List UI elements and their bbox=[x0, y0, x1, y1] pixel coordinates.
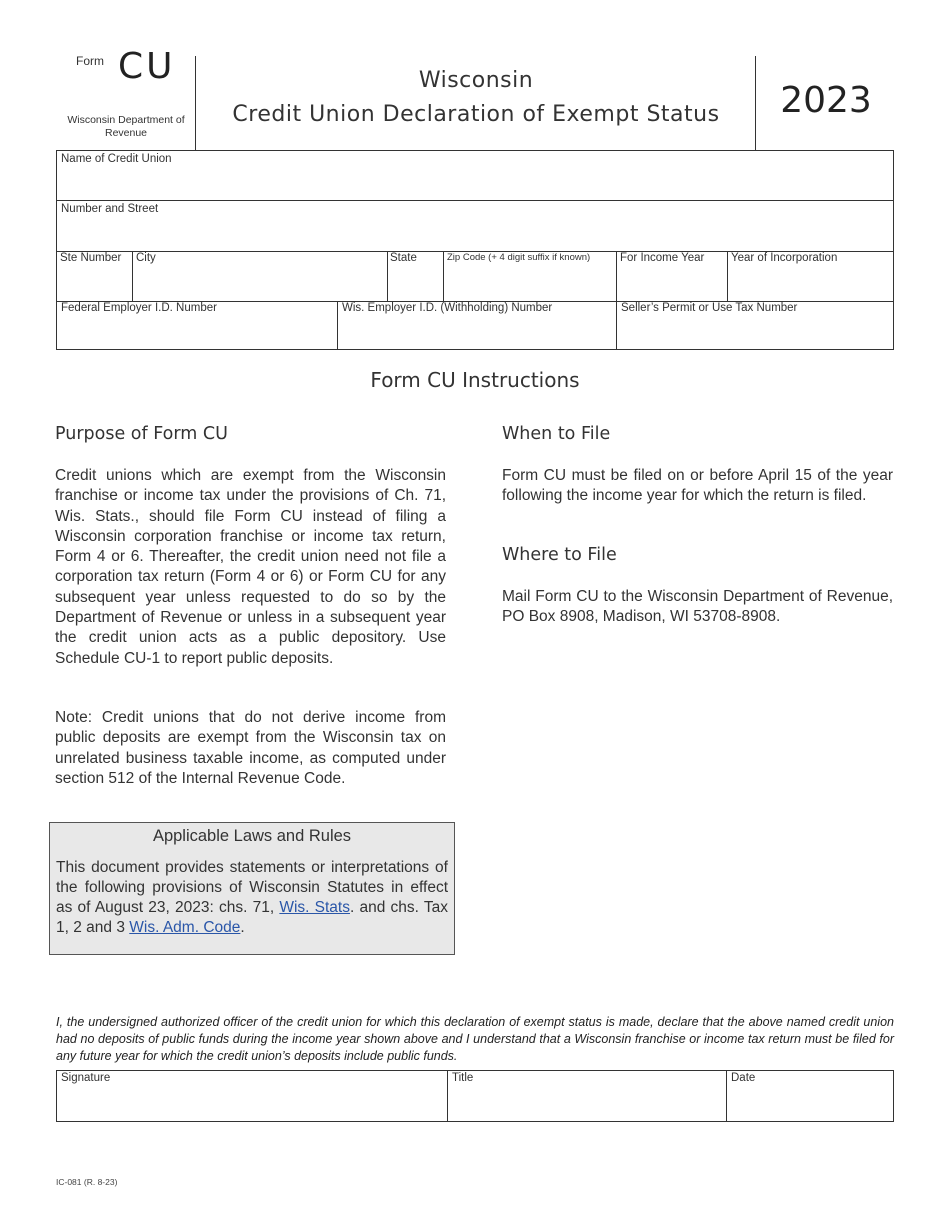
sellers-permit-field[interactable] bbox=[617, 302, 893, 349]
form-word: Form bbox=[76, 54, 104, 68]
incorporation-year-label: Year of Incorporation bbox=[731, 252, 838, 264]
where-heading: Where to File bbox=[502, 545, 617, 565]
credit-union-name-label: Name of Credit Union bbox=[61, 153, 172, 165]
incorporation-year-field[interactable] bbox=[728, 252, 893, 301]
street-label: Number and Street bbox=[61, 203, 159, 215]
when-text: Form CU must be filed on or before April 15 of the year following the income year for which the return is filed. bbox=[502, 467, 893, 505]
form-revision-code: IC-081 (R. 8-23) bbox=[56, 1177, 118, 1187]
laws-text-start: This document provides statements or interpretations of the following provisions of Wisconsin Statutes in effect as of August 23, 2023: chs. 71, bbox=[56, 859, 448, 916]
purpose-heading: Purpose of Form CU bbox=[55, 424, 228, 444]
applicable-laws-box bbox=[49, 822, 455, 955]
wis-employer-id-field[interactable] bbox=[338, 302, 616, 349]
title-line-1: Wisconsin bbox=[418, 68, 534, 93]
applicable-laws-title: Applicable Laws and Rules bbox=[152, 827, 352, 845]
credit-union-name-field[interactable] bbox=[57, 151, 893, 200]
instructions-title: Form CU Instructions bbox=[370, 368, 580, 392]
sellers-permit-label: Seller’s Permit or Use Tax Number bbox=[621, 302, 798, 314]
form-code: CU bbox=[118, 46, 176, 87]
wis-employer-id-label: Wis. Employer I.D. (Withholding) Number bbox=[342, 302, 553, 314]
city-label: City bbox=[136, 252, 156, 264]
wis-adm-code-link[interactable]: Wis. Adm. Code bbox=[129, 919, 241, 936]
income-year-label: For Income Year bbox=[620, 252, 705, 264]
fein-label: Federal Employer I.D. Number bbox=[61, 302, 217, 314]
purpose-text: Credit unions which are exempt from the Wisconsin franchise or income tax under the provisions of Ch. 71, Wis. Stats., should file Form CU instead of filing a Wisconsin corporation franchise or income tax return, Form 4 or 6. Thereafter, the credit union need not file a corporation tax return (Form 4 or 6) or Form CU for any subsequent year unless requested to do so by the Department of Revenue or unless in a subsequent year the credit union acts as a public depository. Use Schedule CU-1 to report public deposits. bbox=[55, 467, 446, 667]
laws-text-mid: . and chs. Tax 1, 2 and 3 bbox=[56, 899, 448, 936]
fein-field[interactable] bbox=[57, 302, 337, 349]
suite-number-field[interactable] bbox=[57, 252, 132, 301]
department-name: Wisconsin Department of Revenue bbox=[67, 114, 185, 139]
title-label: Title bbox=[452, 1072, 474, 1084]
date-field[interactable] bbox=[727, 1071, 893, 1121]
applicable-laws-text bbox=[56, 858, 448, 938]
zip-code-label: Zip Code (+ 4 digit suffix if known) bbox=[447, 252, 591, 263]
form-id-block bbox=[56, 46, 196, 150]
wis-stats-link[interactable]: Wis. Stats bbox=[279, 899, 350, 916]
tax-year: 2023 bbox=[780, 80, 872, 121]
note-text: Note: Credit unions that do not derive income from public deposits are exempt from the Wisconsin tax on unrelated business taxable income, as computed under section 512 of the Internal Revenue Code. bbox=[55, 709, 446, 787]
income-year-field[interactable] bbox=[617, 252, 727, 301]
state-field[interactable] bbox=[388, 252, 443, 301]
suite-number-label: Ste Number bbox=[60, 252, 122, 264]
where-text: Mail Form CU to the Wisconsin Department of Revenue, PO Box 8908, Madison, WI 53708-8908. bbox=[502, 588, 893, 626]
date-label: Date bbox=[731, 1072, 756, 1084]
credit-union-info-grid bbox=[56, 150, 894, 350]
state-label: State bbox=[390, 252, 417, 264]
street-field[interactable] bbox=[57, 201, 893, 251]
laws-text-end: . bbox=[240, 919, 245, 936]
signature-grid bbox=[56, 1070, 894, 1122]
city-field[interactable] bbox=[133, 252, 387, 301]
when-heading: When to File bbox=[502, 424, 611, 444]
zip-code-field[interactable] bbox=[444, 252, 616, 301]
signature-label: Signature bbox=[61, 1072, 111, 1084]
page-title bbox=[196, 64, 756, 132]
title-field[interactable] bbox=[448, 1071, 726, 1121]
title-line-2: Credit Union Declaration of Exempt Status bbox=[232, 102, 720, 127]
signature-field[interactable] bbox=[57, 1071, 447, 1121]
certification-statement: I, the undersigned authorized officer of the credit union for which this declaration of exempt status is made, declare that the above named credit union had no deposits of public funds during the income year shown above and I understand that a Wisconsin franchise or income tax return must be filed for any future year for which the credit union’s deposits include public funds. bbox=[56, 1015, 894, 1063]
